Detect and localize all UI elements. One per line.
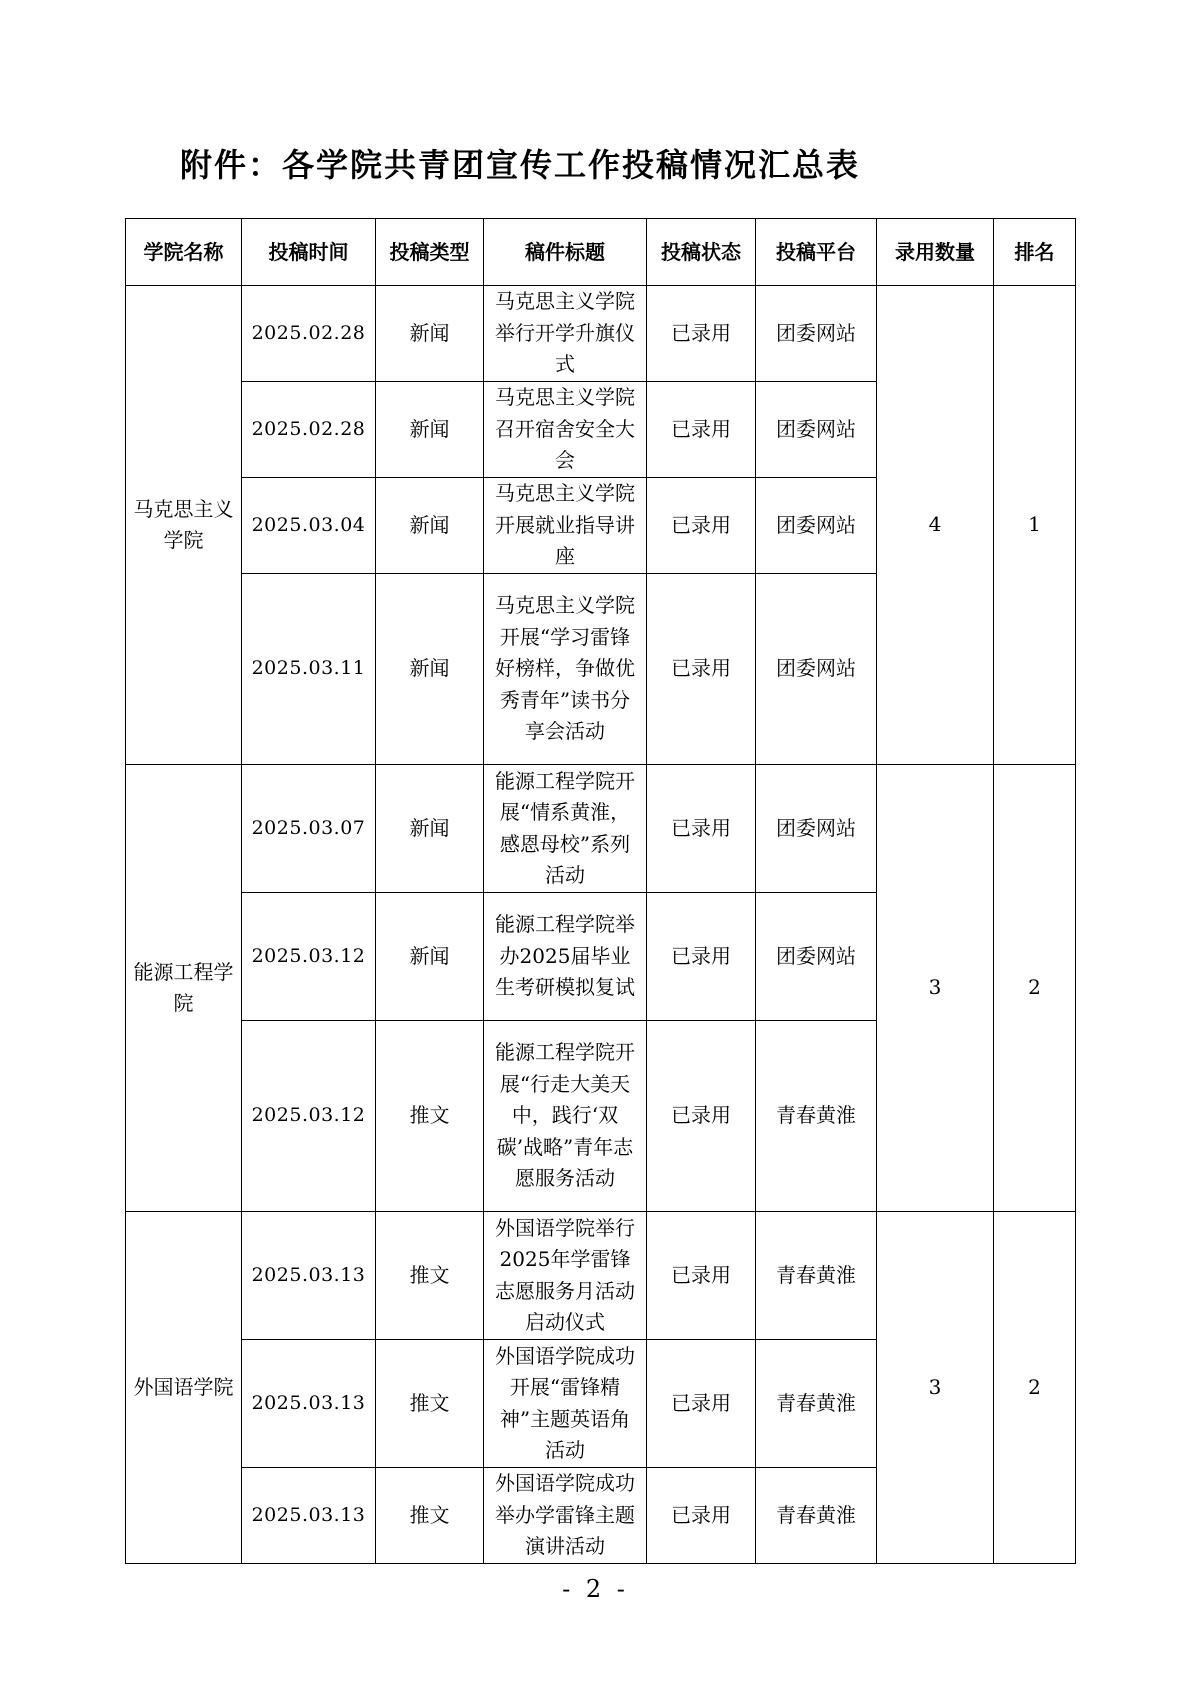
accepted-count-cell: 3 [877,1212,994,1564]
platform-cell: 青春黄淮 [756,1340,877,1468]
date-cell: 2025.03.07 [242,765,376,893]
status-cell: 已录用 [647,893,756,1021]
date-cell: 2025.02.28 [242,286,376,382]
status-cell: 已录用 [647,1340,756,1468]
title-cell: 能源工程学院举办2025届毕业生考研模拟复试 [484,893,647,1021]
college-name-cell: 马克思主义学院 [126,286,242,765]
accepted-count-cell: 4 [877,286,994,765]
date-cell: 2025.03.12 [242,893,376,1021]
platform-cell: 青春黄淮 [756,1468,877,1564]
date-cell: 2025.03.04 [242,478,376,574]
platform-cell: 青春黄淮 [756,1021,877,1212]
status-cell: 已录用 [647,286,756,382]
table-row [126,765,1076,893]
header-article-title: 稿件标题 [484,219,647,286]
type-cell: 新闻 [376,286,484,382]
date-cell: 2025.03.12 [242,1021,376,1212]
title-cell: 能源工程学院开展“行走大美天中，践行‘双碳’战略”青年志愿服务活动 [484,1021,647,1212]
platform-cell: 团委网站 [756,765,877,893]
status-cell: 已录用 [647,478,756,574]
title-cell: 马克思主义学院召开宿舍安全大会 [484,382,647,478]
submission-summary-table [125,218,1076,1564]
platform-cell: 团委网站 [756,382,877,478]
rank-cell: 2 [994,1212,1076,1564]
header-platform: 投稿平台 [756,219,877,286]
college-name-cell: 外国语学院 [126,1212,242,1564]
header-accepted-count: 录用数量 [877,219,994,286]
title-cell: 外国语学院成功举办学雷锋主题演讲活动 [484,1468,647,1564]
rank-cell: 2 [994,765,1076,1212]
accepted-count-cell: 3 [877,765,994,1212]
table-header-row [126,219,1076,286]
status-cell: 已录用 [647,765,756,893]
status-cell: 已录用 [647,1212,756,1340]
page-number: - 2 - [562,1575,629,1603]
type-cell: 推文 [376,1468,484,1564]
table-row [126,286,1076,382]
platform-cell: 青春黄淮 [756,1212,877,1340]
header-college-name: 学院名称 [126,219,242,286]
type-cell: 新闻 [376,478,484,574]
header-rank: 排名 [994,219,1076,286]
header-submission-type: 投稿类型 [376,219,484,286]
type-cell: 推文 [376,1340,484,1468]
type-cell: 新闻 [376,765,484,893]
type-cell: 推文 [376,1021,484,1212]
platform-cell: 团委网站 [756,893,877,1021]
type-cell: 新闻 [376,893,484,1021]
title-cell: 马克思主义学院举行开学升旗仪式 [484,286,647,382]
date-cell: 2025.03.13 [242,1340,376,1468]
platform-cell: 团委网站 [756,574,877,765]
date-cell: 2025.03.13 [242,1212,376,1340]
document-title: 附件：各学院共青团宣传工作投稿情况汇总表 [180,146,861,184]
status-cell: 已录用 [647,574,756,765]
date-cell: 2025.03.13 [242,1468,376,1564]
title-cell: 能源工程学院开展“情系黄淮，感恩母校”系列活动 [484,765,647,893]
type-cell: 新闻 [376,382,484,478]
header-submission-date: 投稿时间 [242,219,376,286]
status-cell: 已录用 [647,1468,756,1564]
title-cell: 马克思主义学院开展“学习雷锋好榜样，争做优秀青年”读书分享会活动 [484,574,647,765]
title-cell: 外国语学院成功开展“雷锋精神”主题英语角活动 [484,1340,647,1468]
college-name-cell: 能源工程学院 [126,765,242,1212]
title-cell: 外国语学院举行2025年学雷锋志愿服务月活动启动仪式 [484,1212,647,1340]
type-cell: 推文 [376,1212,484,1340]
status-cell: 已录用 [647,1021,756,1212]
date-cell: 2025.02.28 [242,382,376,478]
header-submission-status: 投稿状态 [647,219,756,286]
title-cell: 马克思主义学院开展就业指导讲座 [484,478,647,574]
rank-cell: 1 [994,286,1076,765]
platform-cell: 团委网站 [756,286,877,382]
type-cell: 新闻 [376,574,484,765]
status-cell: 已录用 [647,382,756,478]
table-row [126,1212,1076,1340]
date-cell: 2025.03.11 [242,574,376,765]
platform-cell: 团委网站 [756,478,877,574]
